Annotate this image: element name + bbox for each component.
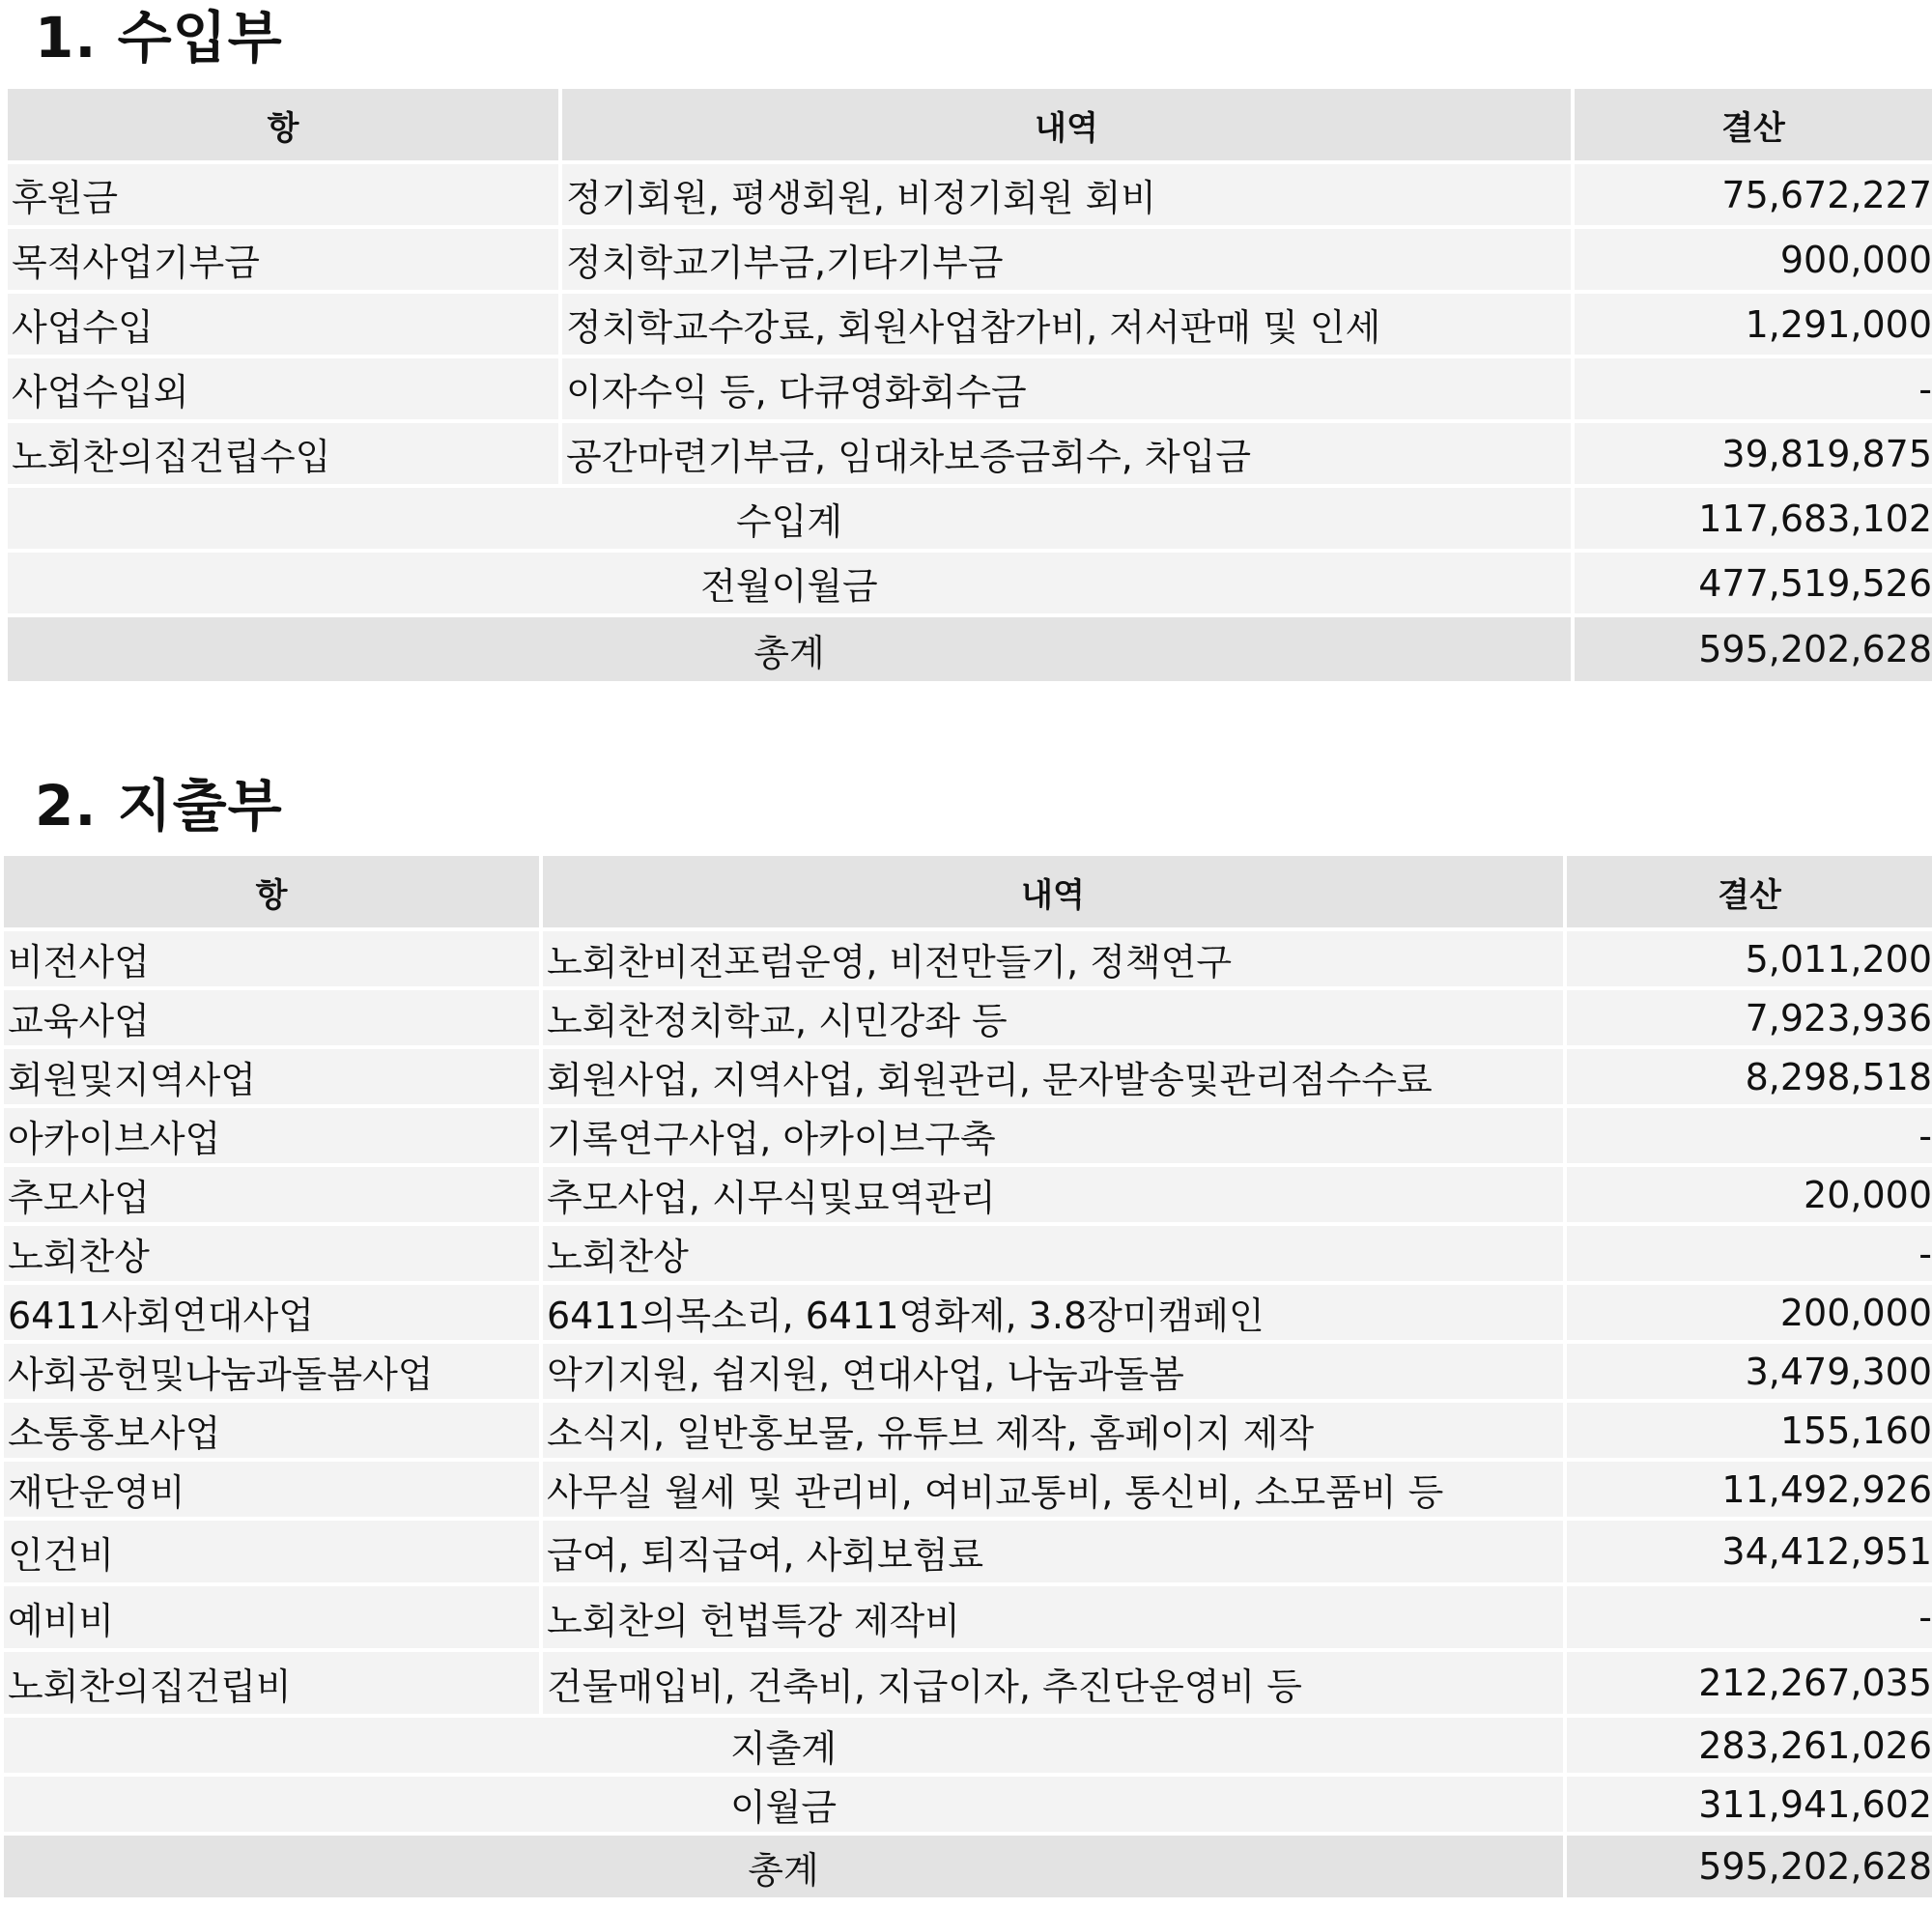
income-header-row — [8, 89, 1932, 160]
income-item: 사업수입 — [8, 294, 558, 355]
income-detail: 공간마련기부금, 임대차보증금회수, 차입금 — [562, 423, 1571, 484]
income-item: 목적사업기부금 — [8, 229, 558, 290]
income-item: 후원금 — [8, 164, 558, 225]
expense-amount: 8,298,518 — [1567, 1049, 1932, 1104]
expense-detail: 노회찬비전포럼운영, 비전만들기, 정책연구 — [543, 931, 1563, 986]
income-detail: 이자수익 등, 다큐영화회수금 — [562, 358, 1571, 419]
income-detail: 정기회원, 평생회원, 비정기회원 회비 — [562, 164, 1571, 225]
income-total-amount: 595,202,628 — [1575, 617, 1932, 681]
expense-item: 노회찬상 — [4, 1226, 539, 1281]
expense-detail: 노회찬의 헌법특강 제작비 — [543, 1586, 1563, 1648]
income-detail: 정치학교수강료, 회원사업참가비, 저서판매 및 인세 — [562, 294, 1571, 355]
expense-detail: 건물매입비, 건축비, 지급이자, 추진단운영비 등 — [543, 1652, 1563, 1714]
expense-amount: 212,267,035 — [1567, 1652, 1932, 1714]
income-row — [8, 294, 1932, 355]
expense-row — [4, 1403, 1932, 1458]
income-header-item: 항 — [8, 89, 558, 160]
expense-detail: 회원사업, 지역사업, 회원관리, 문자발송및관리점수수료 — [543, 1049, 1563, 1104]
expense-row — [4, 1285, 1932, 1340]
expense-row — [4, 1586, 1932, 1648]
expense-carryover-label: 이월금 — [4, 1777, 1563, 1832]
expense-item: 인건비 — [4, 1521, 539, 1582]
expense-subtotal-amount: 283,261,026 — [1567, 1718, 1932, 1773]
expense-row — [4, 990, 1932, 1045]
income-detail: 정치학교기부금,기타기부금 — [562, 229, 1571, 290]
expense-carryover-row — [4, 1777, 1932, 1832]
expense-detail: 6411의목소리, 6411영화제, 3.8장미캠페인 — [543, 1285, 1563, 1340]
expense-row — [4, 1226, 1932, 1281]
expense-row — [4, 1521, 1932, 1582]
expense-item: 소통홍보사업 — [4, 1403, 539, 1458]
expense-amount: 7,923,936 — [1567, 990, 1932, 1045]
expense-item: 예비비 — [4, 1586, 539, 1648]
expense-total-label: 총계 — [4, 1836, 1563, 1897]
income-total-label: 총계 — [8, 617, 1571, 681]
expense-detail: 악기지원, 쉼지원, 연대사업, 나눔과돌봄 — [543, 1344, 1563, 1399]
expense-item: 회원및지역사업 — [4, 1049, 539, 1104]
income-subtotal-row — [8, 488, 1932, 549]
income-header-detail: 내역 — [562, 89, 1571, 160]
expense-amount: 20,000 — [1567, 1167, 1932, 1222]
income-row — [8, 423, 1932, 484]
expense-amount: 200,000 — [1567, 1285, 1932, 1340]
expense-table — [0, 852, 1932, 1901]
expense-detail: 추모사업, 시무식및묘역관리 — [543, 1167, 1563, 1222]
income-carryover-row — [8, 553, 1932, 613]
expense-header-detail: 내역 — [543, 856, 1563, 927]
expense-item: 노회찬의집건립비 — [4, 1652, 539, 1714]
income-amount: 900,000 — [1575, 229, 1932, 290]
income-subtotal-label: 수입계 — [8, 488, 1571, 549]
expense-header-row — [4, 856, 1932, 927]
expense-detail: 노회찬상 — [543, 1226, 1563, 1281]
expense-total-row — [4, 1836, 1932, 1897]
income-row — [8, 164, 1932, 225]
expense-amount: 5,011,200 — [1567, 931, 1932, 986]
income-row — [8, 358, 1932, 419]
expense-amount: 155,160 — [1567, 1403, 1932, 1458]
expense-row — [4, 1108, 1932, 1163]
income-amount: 1,291,000 — [1575, 294, 1932, 355]
income-table — [4, 85, 1932, 685]
expense-header-item: 항 — [4, 856, 539, 927]
income-item: 노회찬의집건립수입 — [8, 423, 558, 484]
expense-amount: 34,412,951 — [1567, 1521, 1932, 1582]
expense-item: 교육사업 — [4, 990, 539, 1045]
expense-amount: 3,479,300 — [1567, 1344, 1932, 1399]
income-subtotal-amount: 117,683,102 — [1575, 488, 1932, 549]
expense-subtotal-label: 지출계 — [4, 1718, 1563, 1773]
expense-row — [4, 1049, 1932, 1104]
income-carryover-amount: 477,519,526 — [1575, 553, 1932, 613]
expense-section-title: 2. 지출부 — [35, 773, 283, 839]
expense-item: 재단운영비 — [4, 1462, 539, 1517]
expense-amount: - — [1567, 1108, 1932, 1163]
expense-item: 사회공헌및나눔과돌봄사업 — [4, 1344, 539, 1399]
expense-row — [4, 1652, 1932, 1714]
expense-subtotal-row — [4, 1718, 1932, 1773]
expense-amount: - — [1567, 1586, 1932, 1648]
expense-detail: 노회찬정치학교, 시민강좌 등 — [543, 990, 1563, 1045]
expense-amount: - — [1567, 1226, 1932, 1281]
expense-detail: 소식지, 일반홍보물, 유튜브 제작, 홈페이지 제작 — [543, 1403, 1563, 1458]
income-amount: 39,819,875 — [1575, 423, 1932, 484]
expense-detail: 급여, 퇴직급여, 사회보험료 — [543, 1521, 1563, 1582]
income-row — [8, 229, 1932, 290]
expense-row — [4, 1167, 1932, 1222]
income-item: 사업수입외 — [8, 358, 558, 419]
expense-detail: 사무실 월세 및 관리비, 여비교통비, 통신비, 소모품비 등 — [543, 1462, 1563, 1517]
income-section-title: 1. 수입부 — [35, 5, 283, 71]
income-carryover-label: 전월이월금 — [8, 553, 1571, 613]
expense-total-amount: 595,202,628 — [1567, 1836, 1932, 1897]
expense-carryover-amount: 311,941,602 — [1567, 1777, 1932, 1832]
expense-amount: 11,492,926 — [1567, 1462, 1932, 1517]
expense-row — [4, 1462, 1932, 1517]
expense-item: 비전사업 — [4, 931, 539, 986]
expense-item: 아카이브사업 — [4, 1108, 539, 1163]
expense-header-amount: 결산 — [1567, 856, 1932, 927]
expense-row — [4, 1344, 1932, 1399]
income-header-amount: 결산 — [1575, 89, 1932, 160]
income-amount: - — [1575, 358, 1932, 419]
income-total-row — [8, 617, 1932, 681]
income-amount: 75,672,227 — [1575, 164, 1932, 225]
expense-item: 추모사업 — [4, 1167, 539, 1222]
expense-detail: 기록연구사업, 아카이브구축 — [543, 1108, 1563, 1163]
expense-row — [4, 931, 1932, 986]
expense-item: 6411사회연대사업 — [4, 1285, 539, 1340]
